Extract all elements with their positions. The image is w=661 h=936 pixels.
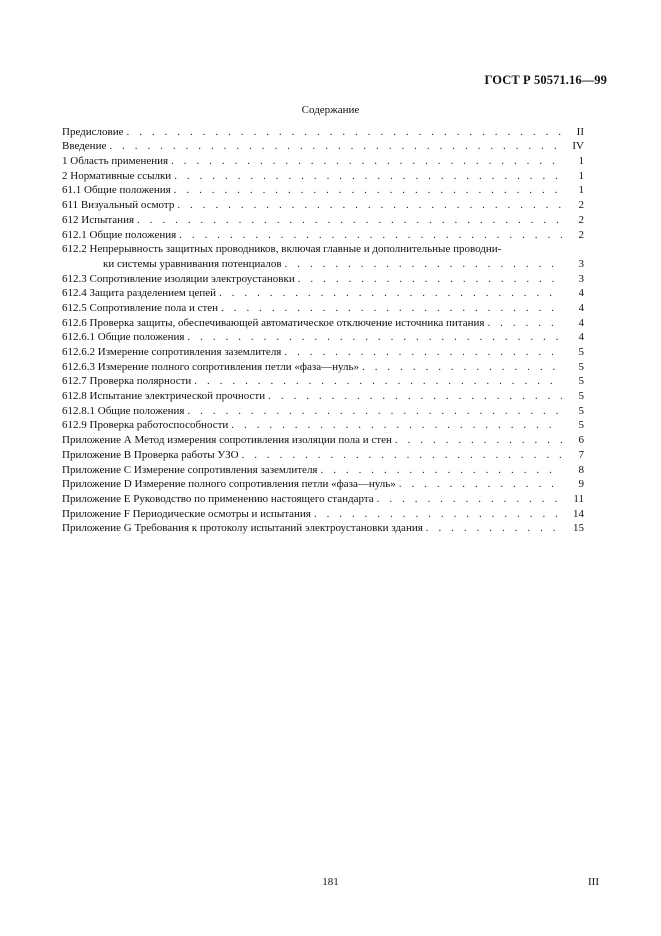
toc-entry-title: Введение <box>62 140 107 153</box>
toc-entry <box>62 124 584 139</box>
toc-entry <box>62 315 584 330</box>
dot-leader <box>284 345 562 359</box>
toc-entry-page: 14 <box>573 507 584 520</box>
toc-entry <box>62 300 584 315</box>
toc-entry-page: 9 <box>578 478 584 491</box>
dot-leader <box>426 521 562 535</box>
dot-leader <box>177 198 562 212</box>
toc-entry-title: Предисловие <box>62 125 124 138</box>
dot-leader <box>321 463 563 477</box>
toc-entry-title: 612.5 Сопротивление пола и стен <box>62 301 219 314</box>
dot-leader <box>285 257 562 271</box>
toc-title: Содержание <box>301 104 360 116</box>
dot-leader <box>399 477 562 491</box>
toc-entry-page: 5 <box>578 360 584 373</box>
toc-entry-title: 612.6.3 Измерение полного сопротивления петли «фаза—нуль» <box>62 360 360 373</box>
toc-entry-page: 15 <box>573 522 584 535</box>
toc-entry-page: II <box>576 125 584 138</box>
toc-entry-title: Приложение D Измерение полного сопротивления петли «фаза—нуль» <box>62 478 396 491</box>
toc-entry <box>62 183 584 198</box>
toc-entry-title: Приложение Е Руководство по применению настоящего стандарта <box>62 492 374 505</box>
dot-leader <box>221 301 562 315</box>
toc-entry <box>62 462 584 477</box>
dot-leader <box>268 389 562 403</box>
toc-entry-title: 612.6.1 Общие положения <box>62 331 185 344</box>
toc-entry <box>62 286 584 301</box>
toc-entry-page: 5 <box>578 346 584 358</box>
toc-entry-title: 612.3 Сопротивление изоляции электроустановки <box>62 272 295 285</box>
dot-leader <box>242 448 562 462</box>
toc-entry-page: 6 <box>578 434 584 447</box>
toc-entry-page: 5 <box>578 375 584 388</box>
dot-leader <box>194 374 562 388</box>
toc-entry <box>62 139 584 154</box>
dot-leader <box>377 492 562 506</box>
dot-leader <box>395 433 562 447</box>
toc-entry-title: 1 Область применения <box>62 155 169 168</box>
dot-leader <box>362 360 562 374</box>
toc-entry-title: Приложение С Измерение сопротивления заземлителя <box>62 463 318 476</box>
dot-leader <box>187 330 562 344</box>
table-of-contents <box>62 124 584 535</box>
toc-entry <box>62 330 584 345</box>
toc-entry-title: 612.1 Общие положения <box>62 228 177 241</box>
toc-entry-title: Приложение F Периодические осмотры и испытания <box>62 507 311 520</box>
toc-entry <box>62 344 584 359</box>
toc-entry-title: 611 Визуальный осмотр <box>62 199 175 212</box>
dot-leader <box>109 139 562 153</box>
toc-entry <box>62 242 584 271</box>
toc-entry-page: 1 <box>578 155 584 168</box>
document-code: ГОСТ Р 50571.16—99 <box>484 73 607 87</box>
toc-entry-page: 1 <box>578 169 584 182</box>
toc-entry-page: 5 <box>578 390 584 403</box>
dot-leader <box>231 418 562 432</box>
toc-entry-title: 612.6 Проверка защиты, обеспечивающей автоматическое отключение источника питания <box>62 316 485 329</box>
dot-leader <box>298 272 562 286</box>
dot-leader <box>487 316 562 330</box>
toc-entry-title: 2 Нормативные ссылки <box>62 169 172 182</box>
toc-entry-title: 612.8 Испытание электрической прочности <box>62 390 266 403</box>
toc-entry-title: 612.8.1 Общие положения <box>62 404 185 417</box>
toc-entry-page: 2 <box>578 213 584 226</box>
toc-entry-page: 8 <box>578 463 584 476</box>
toc-entry <box>62 168 584 183</box>
toc-entry-page: 3 <box>578 272 584 285</box>
toc-entry <box>62 491 584 506</box>
toc-entry-page: 5 <box>578 404 584 417</box>
toc-entry <box>62 374 584 389</box>
toc-entry-page: IV <box>572 140 584 153</box>
dot-leader <box>187 404 562 418</box>
toc-entry-page: 1 <box>578 184 584 197</box>
toc-entry-page: 4 <box>578 331 584 344</box>
toc-entry-page: 5 <box>578 419 584 432</box>
toc-entry-title-continued: ки системы уравнивания потенциалов <box>103 257 282 270</box>
toc-entry <box>62 477 584 492</box>
roman-page-number: III <box>588 876 599 888</box>
toc-entry <box>62 403 584 418</box>
toc-entry <box>62 432 584 447</box>
toc-entry-page: 4 <box>578 316 584 329</box>
toc-entry <box>62 359 584 374</box>
toc-entry-title: 612 Испытания <box>62 213 135 226</box>
toc-entry-page: 4 <box>578 301 584 314</box>
toc-entry <box>62 271 584 286</box>
dot-leader <box>137 213 562 227</box>
toc-entry-page: 7 <box>578 448 584 461</box>
toc-entry-title: 612.2 Непрерывность защитных проводников, включая главные и дополнительные проводни- <box>62 243 502 256</box>
toc-entry-page: 2 <box>578 228 584 241</box>
toc-entry <box>62 447 584 462</box>
toc-entry <box>62 388 584 403</box>
dot-leader <box>171 154 562 168</box>
toc-entry <box>62 521 584 536</box>
toc-entry-title: Приложение В Проверка работы УЗО <box>62 448 239 461</box>
toc-entry <box>62 506 584 521</box>
dot-leader <box>314 507 562 521</box>
page-number: 181 <box>322 876 339 888</box>
toc-entry-title: Приложение G Требования к протоколу испытаний электроустановки здания <box>62 522 423 535</box>
dot-leader <box>174 183 562 197</box>
toc-entry-title: 61.1 Общие положения <box>62 184 171 197</box>
toc-entry-page: 11 <box>573 492 584 505</box>
toc-entry-title: 612.4 Защита разделением цепей <box>62 287 216 300</box>
toc-entry <box>62 418 584 433</box>
dot-leader <box>127 125 563 139</box>
toc-entry-title: 612.6.2 Измерение сопротивления заземлителя <box>62 346 282 358</box>
toc-entry <box>62 227 584 242</box>
toc-entry-title: 612.7 Проверка полярности <box>62 375 192 388</box>
toc-entry <box>62 212 584 227</box>
toc-entry <box>62 153 584 168</box>
toc-entry-title: Приложение А Метод измерения сопротивления изоляции пола и стен <box>62 434 392 447</box>
dot-leader <box>219 286 562 300</box>
dot-leader <box>179 228 562 242</box>
toc-entry-page: 4 <box>578 287 584 300</box>
toc-entry-title: 612.9 Проверка работоспособности <box>62 419 229 432</box>
toc-entry-page: 2 <box>578 199 584 212</box>
dot-leader <box>174 169 562 183</box>
toc-entry <box>62 197 584 212</box>
toc-entry-page: 3 <box>578 257 584 270</box>
